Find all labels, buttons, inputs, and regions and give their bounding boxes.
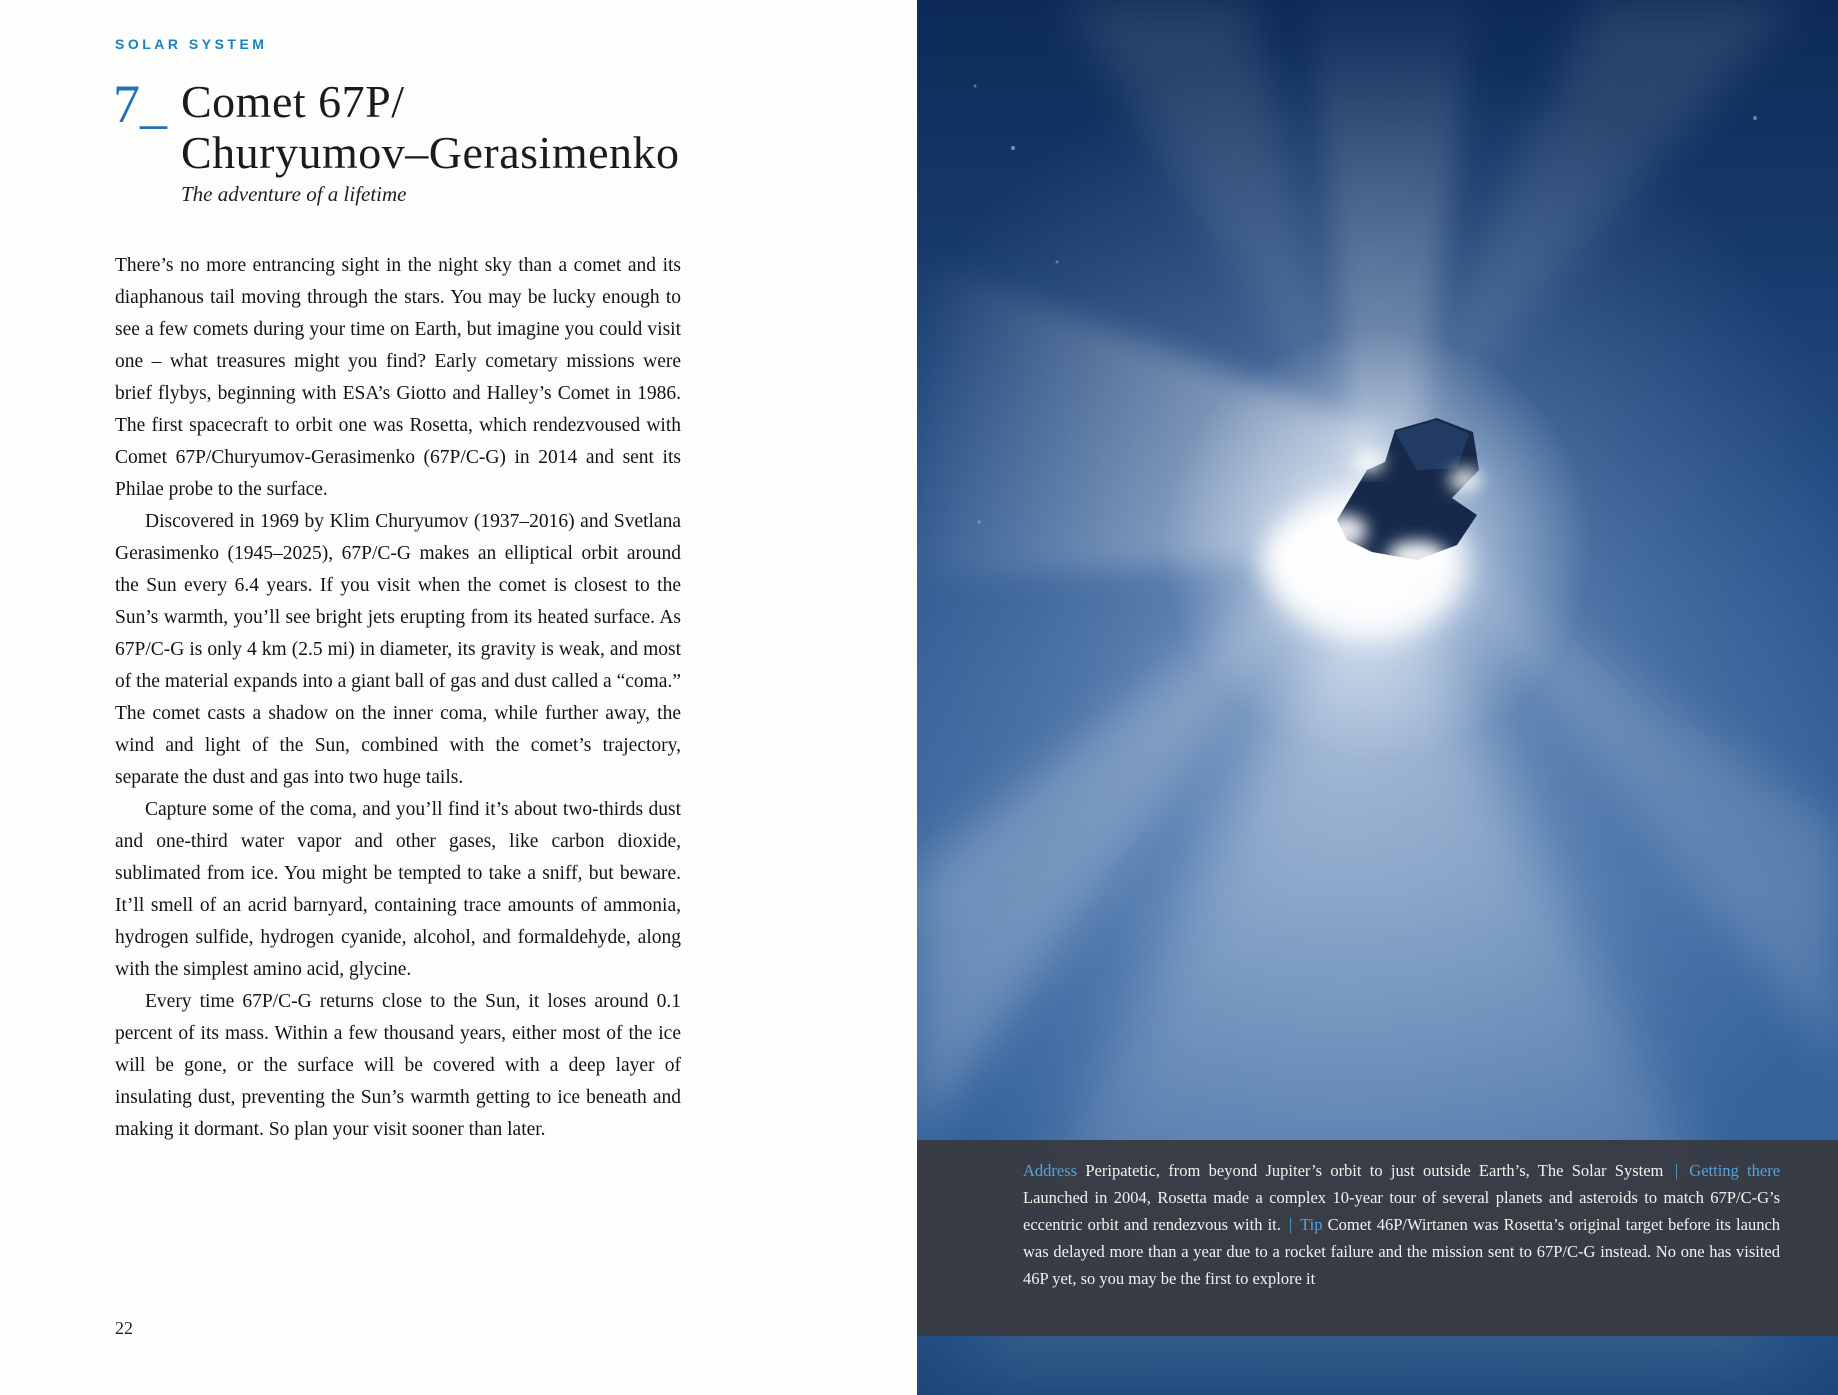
caption-getting-there-label: Getting there: [1689, 1161, 1781, 1180]
page-title-line1: Comet 67P/: [181, 76, 405, 127]
body-paragraph: Capture some of the coma, and you’ll find it’s about two-thirds dust and one-third water vapor and other gases, like carbon dioxide, sublimated from ice. You might be tempted to take a sniff, but beware. It’ll smell of an acrid barnyard, containing trace amounts of ammonia, hydrogen sulfide, hydrogen cyanide, alcohol, and formaldehyde, along with the simplest amino acid, glycine.: [115, 799, 681, 980]
caption-address-text: Peripatetic, from beyond Jupiter’s orbit to just outside Earth’s, The Solar System: [1085, 1161, 1664, 1180]
chapter-subtitle: The adventure of a lifetime: [181, 182, 407, 206]
caption-separator: |: [1289, 1215, 1293, 1234]
caption-tip-text: Comet 46P/Wirtanen was Rosetta’s original target before its launch was delayed more than a year due to a rocket failure and the mission sent to 67P/C-G instead. No one has visited 46P yet, so you may be the first to explore it: [1023, 1215, 1781, 1288]
body-paragraph: Discovered in 1969 by Klim Churyumov (1937–2016) and Svetlana Gerasimenko (1945–2025), 67P/C-G makes an elliptical orbit around the Sun every 6.4 years. If you visit when the comet is closest to the Sun’s warmth, you’ll see bright jets erupting from its heated surface. As 67P/C-G is only 4 km (2.5 mi) in diameter, its gravity is weak, and most of the material expands into a giant ball of gas and dust called a “coma.” The comet casts a shadow on the inner coma, while further away, the wind and light of the Sun, combined with the comet’s trajectory, separate the dust and gas into two huge tails.: [115, 511, 681, 788]
caption-tip-label: Tip: [1300, 1215, 1323, 1234]
body-text: [115, 250, 681, 1146]
caption-separator: |: [1674, 1161, 1678, 1180]
right-page: [917, 0, 1838, 1395]
section-eyebrow: SOLAR SYSTEM: [115, 36, 268, 52]
body-paragraph: There’s no more entrancing sight in the night sky than a comet and its diaphanous tail moving through the stars. You may be lucky enough to see a few comets during your time on Earth, but imagine you could visit one – what treasures might you find? Early cometary missions were brief flybys, beginning with ESA’s Giotto and Halley’s Comet in 1986. The first spacecraft to orbit one was Rosetta, which rendezvoused with Comet 67P/Churyumov-Gerasimenko (67P/C-G) in 2014 and sent its Philae probe to the surface.: [115, 255, 681, 500]
body-paragraph: Every time 67P/C-G returns close to the Sun, it loses around 0.1 percent of its mass. Within a few thousand years, either most of the ice will be gone, or the surface will be covered with a deep layer of insulating dust, preventing the Sun’s warmth getting to ice beneath and making it dormant. So plan your visit sooner than later.: [115, 991, 681, 1140]
caption-address-label: Address: [1023, 1161, 1078, 1180]
page-number: 22: [115, 1318, 133, 1338]
photo-caption: [917, 1140, 1838, 1336]
chapter-number: 7_: [113, 74, 167, 134]
caption-getting-there-text: Launched in 2004, Rosetta made a complex 10-year tour of several planets and asteroids to match 67P/C-G’s eccentric orbit and rendezvous with it.: [1023, 1188, 1780, 1234]
page-title: [181, 76, 680, 178]
page-title-line2: Churyumov–Gerasimenko: [181, 127, 680, 178]
left-page: [0, 0, 917, 1395]
